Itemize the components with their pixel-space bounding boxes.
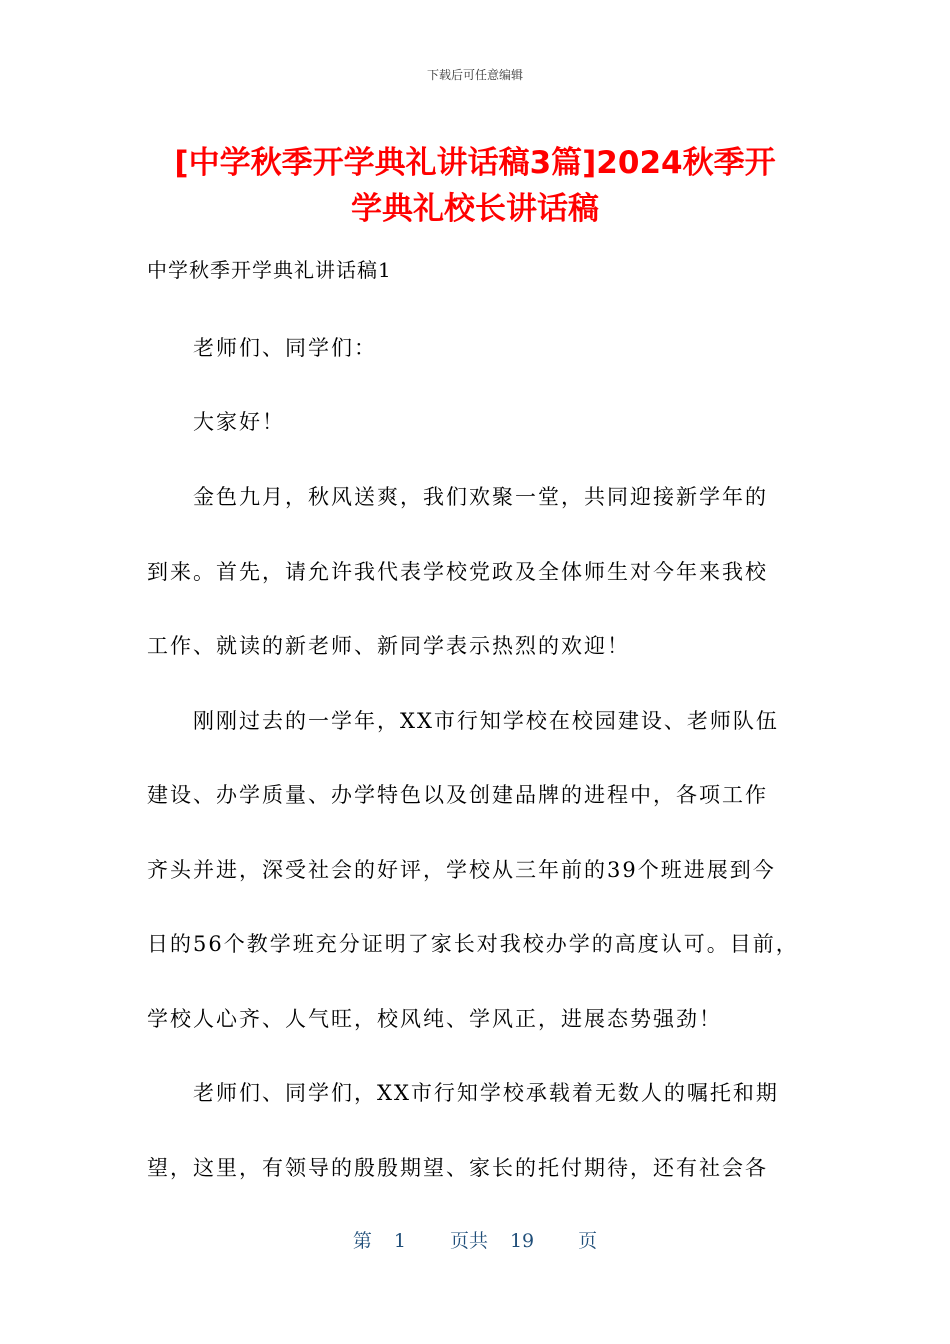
document-title	[120, 140, 830, 232]
body-line: 刚刚过去的一学年，XX市行知学校在校园建设、老师队伍	[193, 709, 779, 733]
body-line: 建设、办学质量、办学特色以及创建品牌的进程中，各项工作	[147, 783, 768, 807]
title-line-1: [中学秋季开学典礼讲话稿3篇]2024秋季开	[174, 145, 776, 181]
header-note: 下载后可任意编辑	[426, 68, 523, 82]
body-line: 老师们、同学们，XX市行知学校承载着无数人的嘱托和期	[193, 1081, 779, 1105]
body-line: 大家好！	[193, 410, 285, 434]
body-line: 金色九月，秋风送爽，我们欢聚一堂，共同迎接新学年的	[193, 485, 768, 509]
body-line: 到来。首先，请允许我代表学校党政及全体师生对今年来我校	[147, 560, 768, 584]
title-line-2: 学典礼校长讲话稿	[351, 191, 599, 227]
body-line: 日的56个教学班充分证明了家长对我校办学的高度认可。目前，	[147, 932, 799, 956]
body-line: 望，这里，有领导的殷殷期望、家长的托付期待，还有社会各	[147, 1156, 768, 1180]
body-line: 学校人心齐、人气旺，校风纯、学风正，进展态势强劲！	[147, 1007, 722, 1031]
footer-page-number: 1	[393, 1230, 406, 1252]
page-footer	[0, 1226, 950, 1253]
footer-prefix: 第	[352, 1230, 372, 1252]
section-subtitle: 中学秋季开学典礼讲话稿1	[147, 258, 392, 282]
footer-total-pages: 19	[509, 1230, 535, 1252]
body-line: 齐头并进，深受社会的好评，学校从三年前的39个班进展到今	[147, 858, 776, 882]
footer-suffix: 页	[578, 1230, 598, 1252]
body-line: 工作、就读的新老师、新同学表示热烈的欢迎！	[147, 634, 630, 658]
body-line: 老师们、同学们：	[193, 336, 377, 360]
footer-middle: 页共	[449, 1230, 488, 1252]
